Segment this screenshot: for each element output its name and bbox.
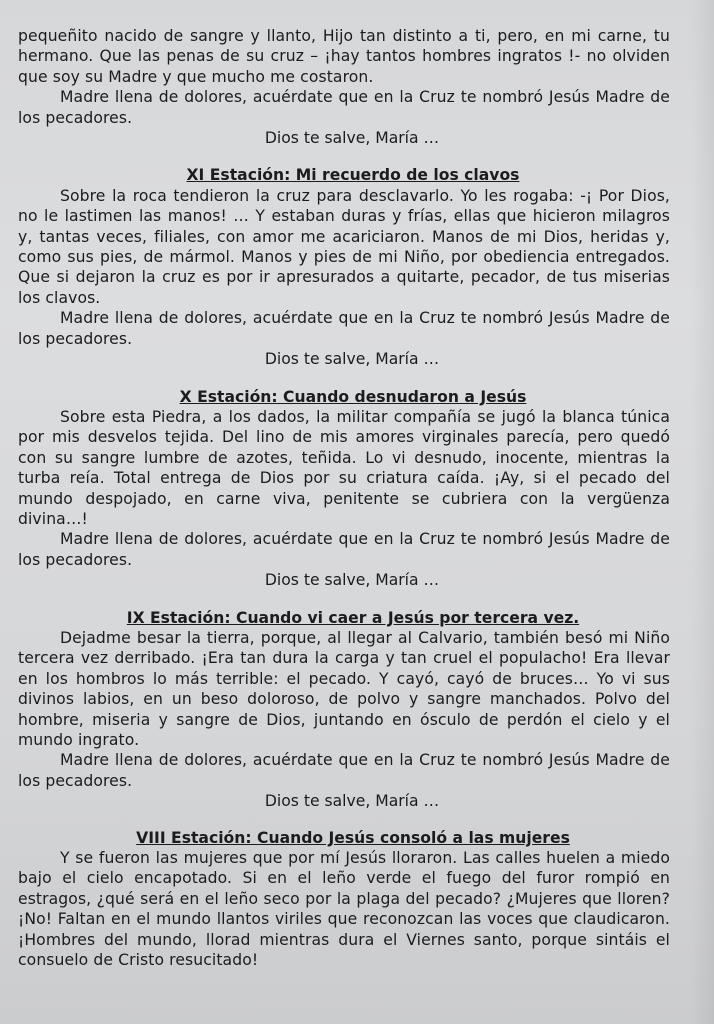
station-heading-viii: VIII Estación: Cuando Jesús consoló a las mujeres	[136, 828, 570, 847]
station-body-ix: Dejadme besar la tierra, porque, al llegar al Calvario, también besó mi Niño tercera vez derribado. ¡Era tan dura la carga y tan cruel el populacho! Era llevar en los hombros lo más terrible: el pecado. Y cayó, cayó de bruces… Yo vi sus divinos labios, en un beso doloroso, de polvo y sangre manchados. Polvo del hombre, miseria y sangre de Dios, juntando en ósculo de perdón el cielo y el mundo ingrato.	[18, 628, 670, 749]
refrain-paragraph: Madre llena de dolores, acuérdate que en la Cruz te nombró Jesús Madre de los pecadores.	[18, 88, 670, 127]
closing-prayer: Dios te salve, María …	[264, 129, 440, 148]
refrain-paragraph: Madre llena de dolores, acuérdate que en la Cruz te nombró Jesús Madre de los pecadores.	[18, 751, 670, 790]
intro-paragraph: pequeñito nacido de sangre y llanto, Hijo tan distinto a ti, pero, en mi carne, tu hermano. Que las penas de su cruz – ¡hay tantos hombres ingratos !- no olviden que soy su Madre y que mucho me costaron.	[18, 27, 670, 86]
station-body-viii: Y se fueron las mujeres que por mí Jesús lloraron. Las calles huelen a miedo bajo el cielo encapotado. Si en el leño verde el fuego del furor rompió en estragos, ¿qué será en el leño seco por la plaga del pecado? ¿Mujeres que lloren? ¡No! Faltan en el mundo llantos viriles que reconozcan las voces que claudicaron. ¡Hombres del mundo, llorad mientras dura el Viernes santo, porque sintáis el consuelo de Cristo resucitado!	[18, 849, 670, 970]
closing-prayer: Dios te salve, María …	[264, 350, 440, 369]
refrain-paragraph: Madre llena de dolores, acuérdate que en la Cruz te nombró Jesús Madre de los pecadores.	[18, 309, 670, 348]
page-edge-shadow	[690, 0, 714, 1024]
page-content	[18, 26, 670, 970]
station-heading-x: X Estación: Cuando desnudaron a Jesús	[179, 387, 527, 406]
refrain-paragraph: Madre llena de dolores, acuérdate que en la Cruz te nombró Jesús Madre de los pecadores.	[18, 530, 670, 569]
closing-prayer: Dios te salve, María …	[264, 571, 440, 590]
station-heading-ix: IX Estación: Cuando vi caer a Jesús por tercera vez.	[126, 608, 580, 627]
station-heading-xi: XI Estación: Mi recuerdo de los clavos	[186, 166, 520, 185]
station-body-x: Sobre esta Piedra, a los dados, la militar compañía se jugó la blanca túnica por mis desvelos tejida. Del lino de mis amores virginales parecía, pero quedó con su sangre lumbre de azotes, teñida. Lo vi desnudo, inocente, mientras la turba reía. Total entrega de Dios por su criatura caída. ¡Ay, si el pecado del mundo despojado, en carne viva, penitente se cubriera con la vergüenza divina…!	[18, 407, 670, 528]
station-body-xi: Sobre la roca tendieron la cruz para desclavarlo. Yo les rogaba: -¡ Por Dios, no le lastimen las manos! … Y estaban duras y frías, ellas que hicieron milagros y, tantas veces, filiales, con amor me acariciaron. Manos de mi Dios, heridas y, como sus pies, de mármol. Manos y pies de mi Niño, por obediencia entregados. Que si dejaron la cruz es por ir apresurados a quitarte, pecador, de tus miserias los clavos.	[18, 186, 670, 307]
closing-prayer: Dios te salve, María …	[264, 792, 440, 811]
